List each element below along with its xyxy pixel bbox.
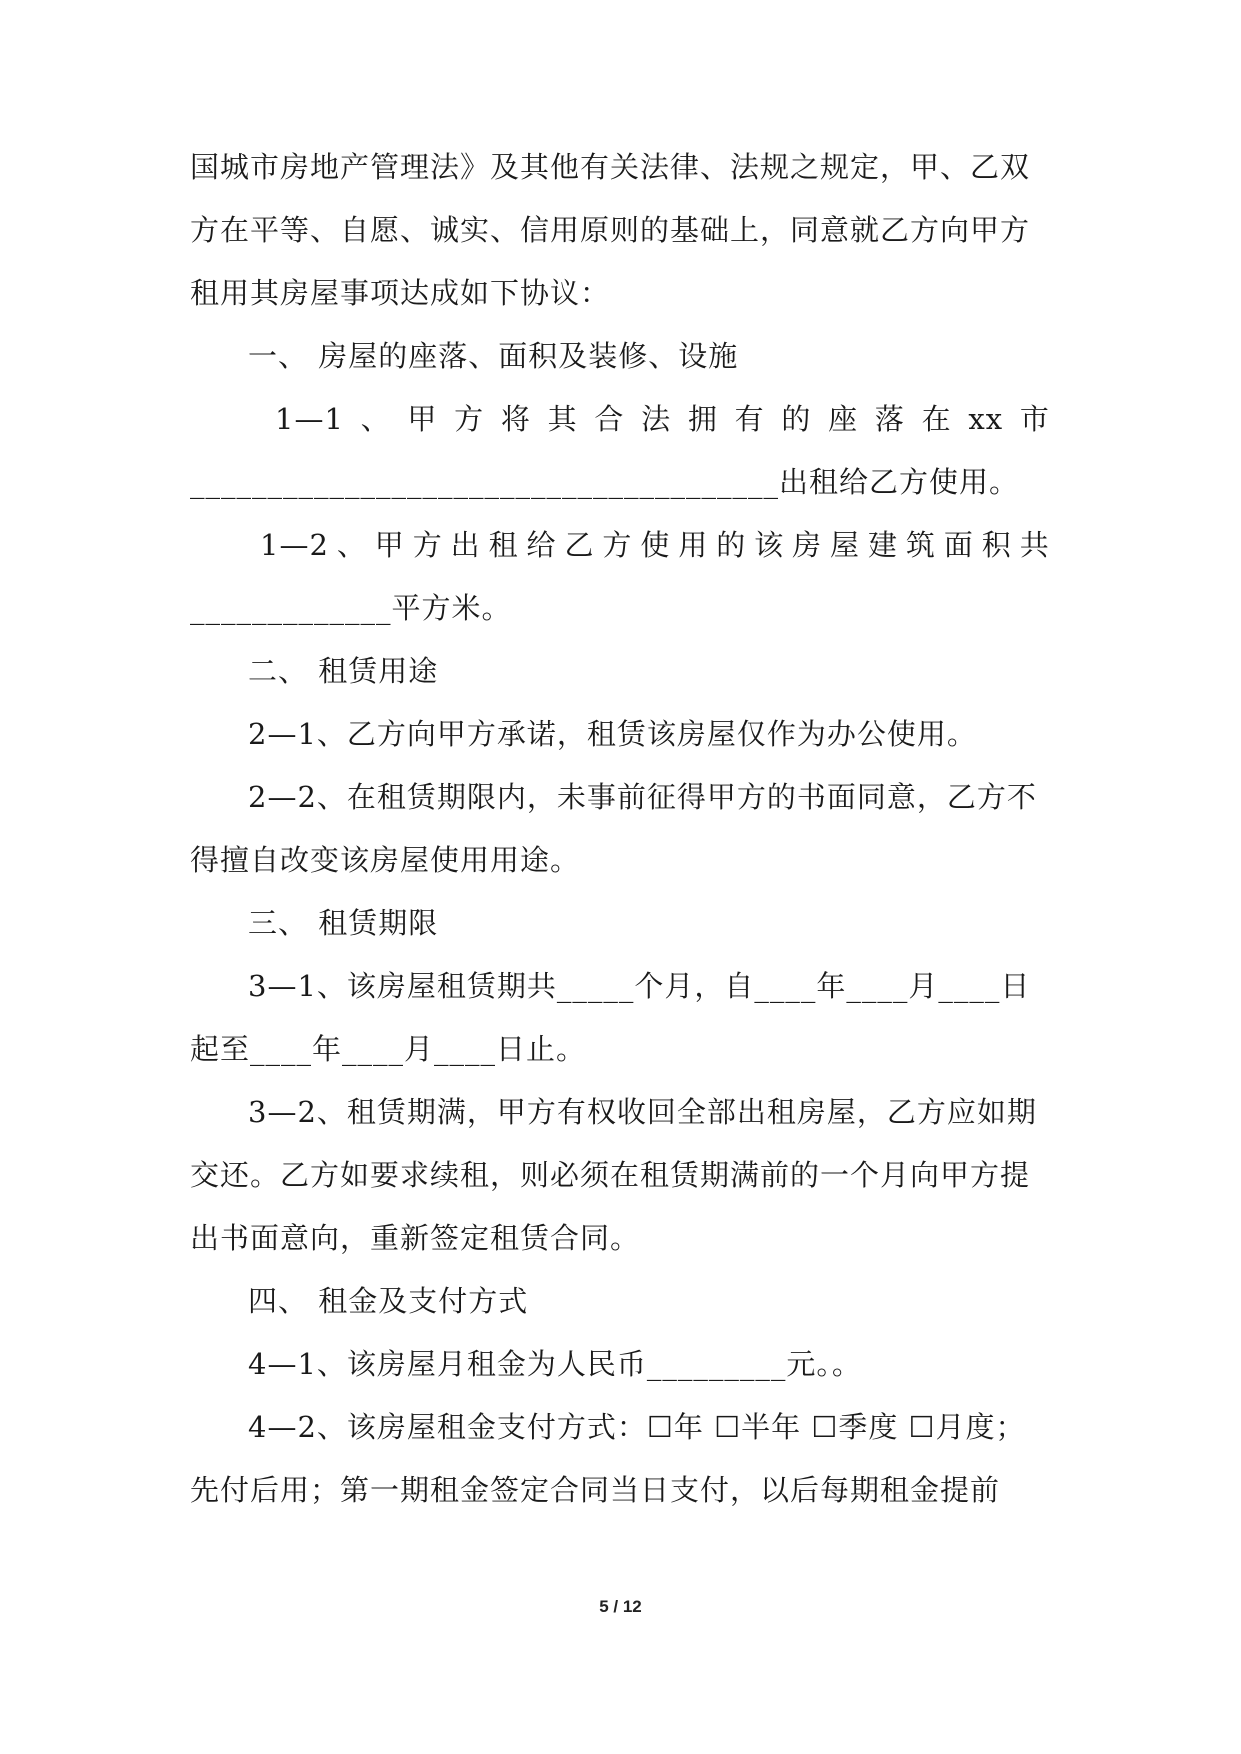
- clause-1-2-line: [260, 525, 1050, 565]
- spaced-char: 法: [641, 402, 672, 436]
- section-heading: 四、 租金及支付方式: [248, 1284, 529, 1318]
- spaced-char: 市: [1019, 402, 1050, 436]
- paragraph-line: 起至____年____月____日止。: [190, 1032, 587, 1066]
- spaced-char: 、: [360, 402, 391, 436]
- spaced-char: 筑: [905, 528, 936, 562]
- spaced-char: 有: [734, 402, 765, 436]
- spaced-char: 甲: [407, 402, 438, 436]
- paragraph-line: ______________________________________出租给乙方使用。: [190, 465, 1020, 499]
- spaced-char: 租: [488, 528, 519, 562]
- page-number: 5 / 12: [599, 1597, 642, 1616]
- paragraph-line: 交还。乙方如要求续租，则必须在租赁期满前的一个月向甲方提: [190, 1158, 1031, 1192]
- spaced-char: 落: [874, 402, 905, 436]
- spaced-char: 面: [943, 528, 974, 562]
- spaced-char: 的: [781, 402, 812, 436]
- spaced-char: 出: [450, 528, 481, 562]
- paragraph-line: 方在平等、自愿、诚实、信用原则的基础上，同意就乙方向甲方: [190, 213, 1031, 247]
- spaced-char: 方: [412, 528, 443, 562]
- spaced-char: 其: [547, 402, 578, 436]
- paragraph-line: 租用其房屋事项达成如下协议：: [190, 276, 611, 310]
- spaced-char: 座: [828, 402, 859, 436]
- paragraph-line: 3—2、租赁期满，甲方有权收回全部出租房屋，乙方应如期: [248, 1095, 1037, 1129]
- spaced-char: 房: [792, 528, 823, 562]
- spaced-char: 建: [867, 528, 898, 562]
- spaced-char: xx: [968, 402, 1004, 436]
- section-heading: 三、 租赁期限: [248, 906, 439, 940]
- clause-1-1-line: [275, 399, 1050, 439]
- section-heading: 一、 房屋的座落、面积及装修、设施: [248, 339, 739, 373]
- spaced-char: 1—1: [275, 402, 344, 436]
- paragraph-line: 先付后用；第一期租金签定合同当日支付，以后每期租金提前: [190, 1473, 1001, 1507]
- spaced-char: 合: [594, 402, 625, 436]
- paragraph-line: 2—1、乙方向甲方承诺，租赁该房屋仅作为办公使用。: [248, 717, 977, 751]
- spaced-char: 拥: [687, 402, 718, 436]
- section-heading: 二、 租赁用途: [248, 654, 439, 688]
- paragraph-line: 2—2、在租赁期限内，未事前征得甲方的书面同意，乙方不: [248, 780, 1037, 814]
- spaced-char: 将: [500, 402, 531, 436]
- spaced-char: 给: [526, 528, 557, 562]
- spaced-char: 乙: [564, 528, 595, 562]
- spaced-char: 共: [1019, 528, 1050, 562]
- paragraph-line: 4—1、该房屋月租金为人民币_________元。。: [248, 1347, 862, 1381]
- spaced-char: 、: [336, 528, 367, 562]
- spaced-char: 甲: [374, 528, 405, 562]
- spaced-char: 在: [921, 402, 952, 436]
- spaced-char: 使: [640, 528, 671, 562]
- spaced-char: 用: [678, 528, 709, 562]
- paragraph-line: 出书面意向，重新签定租赁合同。: [190, 1221, 641, 1255]
- paragraph-line: 国城市房地产管理法》及其他有关法律、法规之规定，甲、乙双: [190, 150, 1031, 184]
- spaced-char: 方: [602, 528, 633, 562]
- spaced-char: 的: [716, 528, 747, 562]
- paragraph-line: 4—2、该房屋租金支付方式：☐年 ☐半年 ☐季度 ☐月度；: [248, 1410, 1026, 1444]
- paragraph-line: 得擅自改变该房屋使用用途。: [190, 843, 581, 877]
- spaced-char: 该: [754, 528, 785, 562]
- paragraph-line: _____________平方米。: [190, 591, 512, 625]
- spaced-char: 积: [981, 528, 1012, 562]
- spaced-char: 1—2: [260, 528, 329, 562]
- spaced-char: 屋: [830, 528, 861, 562]
- spaced-char: 方: [454, 402, 485, 436]
- paragraph-line: 3—1、该房屋租赁期共_____个月，自____年____月____日: [248, 969, 1031, 1003]
